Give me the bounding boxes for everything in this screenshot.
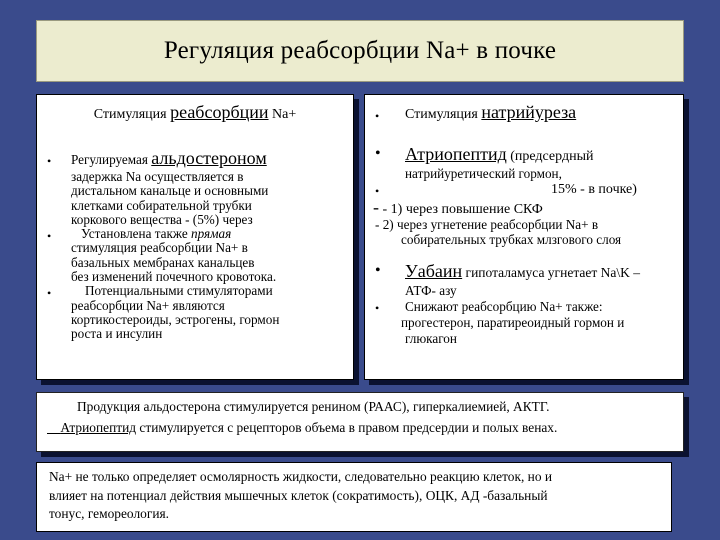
bottom-note-box: [36, 462, 672, 532]
bullet-icon: •: [375, 300, 380, 315]
bottom-line-2: влияет на потенциал действия мышечных клеток (сократимость), ОЦК, АД -базальный: [49, 487, 548, 503]
left-heading: Стимуляция реабсорбции Na+: [93, 102, 297, 122]
slide-title: Регуляция реабсорбции Na+ в почке: [163, 37, 557, 64]
left-panel: [36, 94, 354, 380]
bullet-icon: •: [375, 261, 381, 279]
middle-line-2: Атриопептид стимулируется с рецепторов объема в правом предсердии и полых венах.: [60, 420, 558, 435]
right-heading: • Стимуляция натрийуреза: [371, 101, 677, 126]
right-bullet-3: • Уабаин гипоталамуса угнетает Na\K – АТФ- азу: [375, 260, 641, 298]
left-bullet-3: • Потенциальными стимуляторами реабсорбции Na+ являются кортикостероиды, эстрогены, гормон роста и инсулин: [47, 283, 280, 342]
bullet-icon: •: [375, 184, 380, 199]
middle-line-1: Продукция альдостерона стимулируется ренином (РААС), гиперкалиемией, АКТГ.: [77, 399, 550, 414]
left-bullet-1: • Регулируемая альдостероном задержка Na осуществляется в дистальном канальце и основными клетками собирательной трубки коркового вещества - (5%) через: [47, 148, 269, 227]
bottom-line-1: Na+ не только определяет осмолярность жидкости, следовательно реакцию клеток, но и: [49, 469, 553, 484]
middle-note-box: [36, 392, 684, 452]
right-line-2: - 2) через угнетение реабсорбции Na+ в собирательных трубках млзгового слоя: [375, 217, 622, 247]
bullet-icon: •: [375, 109, 380, 123]
bottom-line-3: тонус, гемореология.: [49, 506, 169, 521]
left-bullet-2: • Установлена также прямая стимуляция реабсорбции Na+ в базальных мембранах канальцев без изменений почечного кровотока.: [47, 226, 277, 285]
right-bullet-1: • Атриопептид (предсердный натрийуретический гормон,: [375, 144, 594, 181]
bullet-icon: •: [47, 154, 52, 168]
bullet-icon: •: [47, 229, 52, 244]
title-box: [36, 20, 684, 82]
right-line-1: - - 1) через повышение СКФ: [373, 197, 543, 218]
right-bullet-2: • 15% - в почке): [375, 182, 637, 199]
bullet-icon: •: [375, 145, 381, 162]
right-panel: [364, 94, 684, 380]
bullet-icon: •: [47, 286, 52, 301]
right-bullet-4: • Снижают реабсорбцию Na+ также: прогестерон, паратиреоидный гормон и глюкагон: [375, 298, 625, 346]
